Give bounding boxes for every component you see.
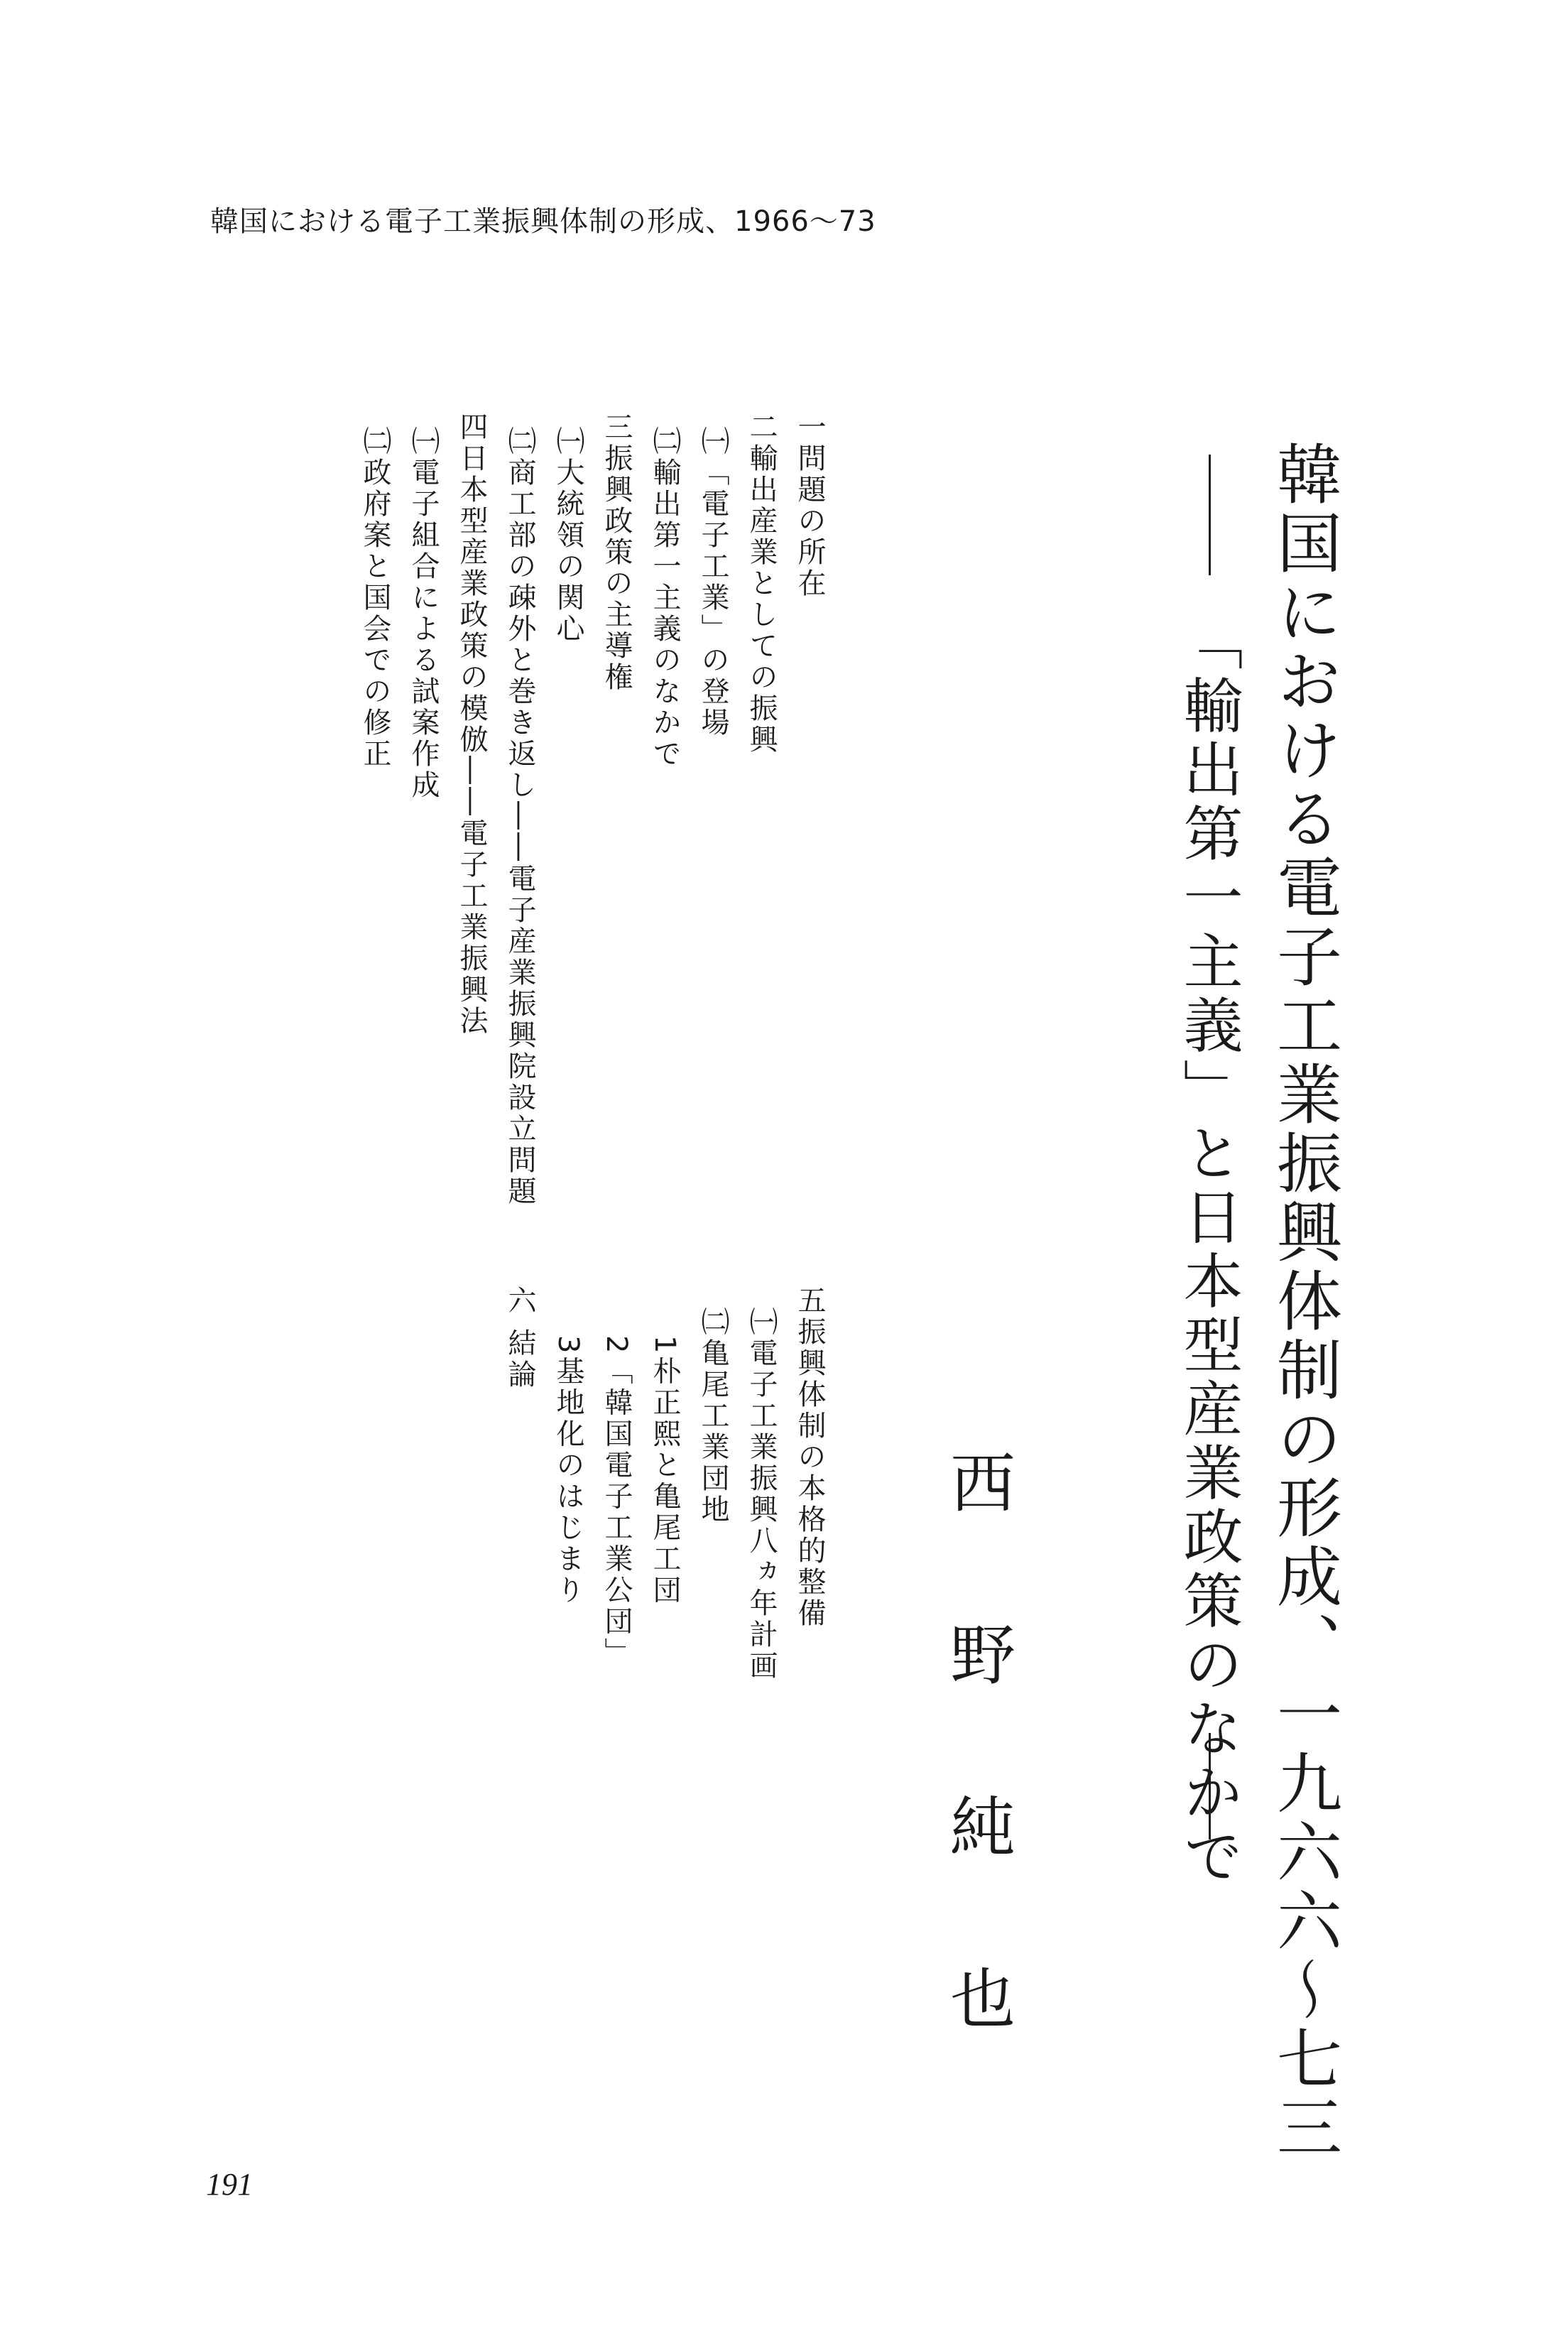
toc-number: ㈠ <box>745 1307 778 1338</box>
toc-text: 「電子工業」の登場 <box>697 457 729 739</box>
toc-text: 日本型産業政策の模倣――電子工業振興法 <box>455 443 488 1037</box>
toc-entry <box>745 1307 778 1682</box>
toc-text: 朴正熙と亀尾工団 <box>648 1356 681 1607</box>
toc-text: 電子組合による試案作成 <box>407 457 440 801</box>
toc-entry <box>503 1286 536 1391</box>
running-head: 韓国における電子工業振興体制の形成、1966〜73 <box>210 205 876 238</box>
toc-number: ㈡ <box>503 426 536 457</box>
toc-entry <box>745 412 778 756</box>
toc-number: 四 <box>455 412 488 443</box>
article-title: 韓国における電子工業振興体制の形成、一九六六〜七三 <box>1266 440 1342 2163</box>
toc-text: 商工部の疎外と巻き返し――電子産業振興院設立問題 <box>503 457 536 1207</box>
toc-entry <box>361 426 389 770</box>
subtitle-dash-trailing <box>1209 1733 1211 1839</box>
toc-number: 三 <box>600 412 633 443</box>
toc-entry <box>699 426 727 739</box>
toc-number: 五 <box>793 1286 826 1317</box>
toc-text: 振興体制の本格的整備 <box>793 1317 826 1629</box>
toc-text: 亀尾工業団地 <box>697 1338 729 1526</box>
toc-entry <box>602 412 631 693</box>
page-number: 191 <box>206 2167 253 2202</box>
toc-number: ㈠ <box>697 426 729 457</box>
toc-entry <box>650 426 679 770</box>
author-name: 西野純也 <box>940 1449 1016 2136</box>
toc-text: 輸出産業としての振興 <box>745 443 778 756</box>
toc-number: ㈠ <box>407 426 440 457</box>
toc-text: 振興政策の主導権 <box>600 443 633 693</box>
toc-text: 結論 <box>503 1328 536 1391</box>
toc-entry <box>407 426 440 801</box>
toc-text: 電子工業振興八ヵ年計画 <box>745 1338 778 1682</box>
toc-number: ㈠ <box>552 426 584 457</box>
toc-number: 2 <box>600 1335 633 1357</box>
toc-number: 六 <box>503 1286 536 1317</box>
toc-text: 問題の所在 <box>793 443 826 599</box>
toc-entry <box>650 1335 679 1606</box>
toc-text: 「韓国電子工業公団」 <box>600 1356 633 1669</box>
article-subtitle: 「輸出第一主義」と日本型産業政策のなかで <box>1174 611 1243 1889</box>
toc-number: ㈡ <box>697 1307 729 1338</box>
subtitle-dash-leading <box>1209 455 1211 575</box>
toc-text: 輸出第一主義のなかで <box>648 457 681 770</box>
toc-number: ㈡ <box>648 426 681 457</box>
toc-entry <box>795 1286 824 1629</box>
toc-entry <box>503 426 536 1207</box>
toc-entry <box>554 426 582 645</box>
toc-text: 基地化のはじまり <box>552 1356 584 1607</box>
toc-entry <box>699 1307 727 1526</box>
toc-number: ㈡ <box>359 426 391 457</box>
toc-entry <box>602 1335 631 1668</box>
toc-number: 二 <box>745 412 778 443</box>
toc-text: 政府案と国会での修正 <box>359 457 391 770</box>
toc-entry <box>554 1335 582 1606</box>
toc-entry <box>795 412 824 599</box>
toc-text: 大統領の関心 <box>552 457 584 645</box>
toc-number: 一 <box>793 412 826 443</box>
toc-number: 3 <box>552 1335 584 1357</box>
toc-number: 1 <box>648 1335 681 1357</box>
toc-entry <box>457 412 486 1037</box>
